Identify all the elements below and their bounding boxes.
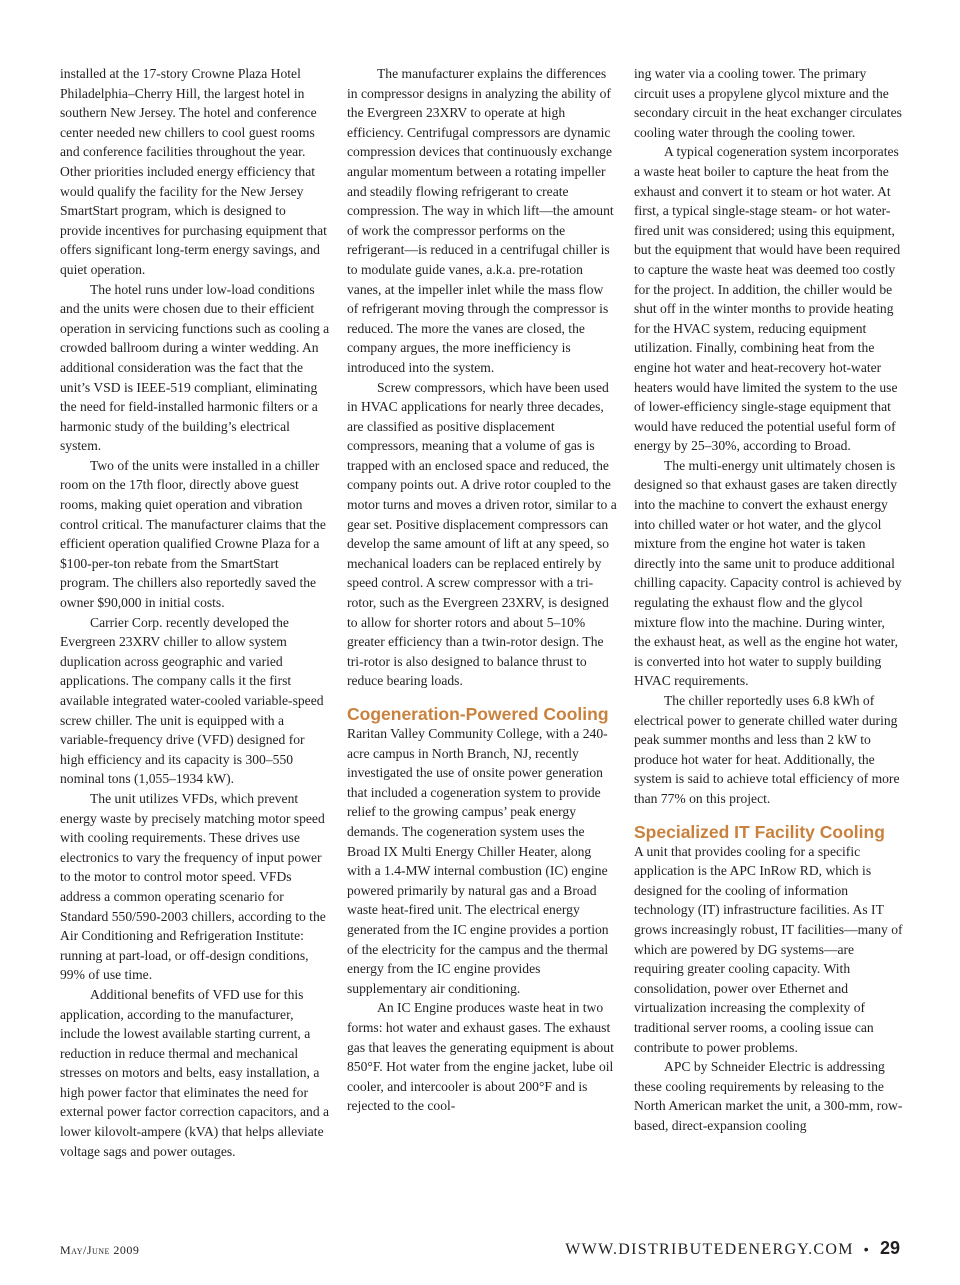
body-paragraph: The multi-energy unit ultimately chosen is designed so that exhaust gases are taken directly into the machine to convert the exhaust energy into chilled water or hot water, and the glycol mixture from the engine hot water is taken directly into the same unit to produce additional chilling capacity. Capacity control is achieved by regulating the exhaust flow and the glycol mixture flow into the machine. During winter, the exhaust heat, as well as the engine hot water, is converted into hot water to supply building HVAC requirements. (634, 457, 902, 689)
page-number: 29 (879, 1238, 900, 1258)
body-paragraph: The manufacturer explains the differences in compressor designs in analyzing the ability of the Evergreen 23XRV to operate at high efficiency. Centrifugal compressors are dynamic compression devices that continuously exchange angular momentum between a rotating impeller and steadily flowing refrigerant to create compression. The way in which lift—the amount of work the compressor performs on the refrigerant—is reduced in a centrifugal chiller is to modulate guide vanes, a.k.a. pre-rotation vanes, at the impeller inlet while the mass flow of refrigerant moving through the compressor is reduced. The more the vanes are closed, the company argues, the more inefficiency is introduced into the system. (347, 66, 614, 375)
footer-website: WWW.DISTRIBUTEDENERGY.COM (565, 1241, 854, 1258)
footer (565, 1238, 900, 1259)
column-1 (60, 64, 330, 1161)
footer-bullet: • (863, 1241, 870, 1257)
body-paragraph: Screw compressors, which have been used in HVAC applications for nearly three decades, are classified as positive displacement compressors, meaning that a volume of gas is trapped with an enclosed space and reduced, the company points out. A drive rotor coupled to the motor turns and moves a driven rotor, similar to a gear set. Positive displacement compressors can develop the same amount of lift at any speed, so mechanical loaders can be replaced entirely by speed control. A screw compressor with a tri-rotor, such as the Evergreen 23XRV, is designed to allow for shorter rotors and about 5–10% greater efficiency than a twin-rotor design. The tri-rotor is also designed to balance thrust to reduce bearing loads. (347, 379, 617, 689)
body-paragraph: A unit that provides cooling for a specific application is the APC InRow RD, which is designed for the cooling of information technology (IT) infrastructure facilities. As IT grows increasingly robust, IT facilities—many of which are powered by DG systems—are requiring greater cooling capacity. With consolidation, power over Ethernet and virtualization increasing the complexity of traditional server rooms, a cooling issue can contribute to power problems. (634, 843, 903, 1055)
section-heading-it-cooling: Specialized IT Facility Cooling (634, 821, 885, 842)
body-paragraph: Carrier Corp. recently developed the Evergreen 23XRV chiller to allow system duplication across geographic and varied applications. The company calls it the first available integrated water-cooled variable-speed screw chiller. The unit is equipped with a variable-frequency drive (VFD) designed for high efficiency and its capacity is 300–550 nominal tons (1,055–1934 kW). (60, 614, 324, 787)
section-heading-cogeneration: Cogeneration-Powered Cooling (347, 704, 609, 724)
body-paragraph: The hotel runs under low-load conditions and the units were chosen due to their efficient operation in servicing functions such as cooling a crowded ballroom during a winter wedding. An additional consideration was the fact that the unit’s VSD is IEEE-519 compliant, eliminating the need for field-installed harmonic filters or a harmonic study of the building’s electrical system. (60, 281, 330, 454)
column-2 (347, 64, 618, 1116)
body-paragraph: The chiller reportedly uses 6.8 kWh of electrical power to generate chilled water during peak summer months and less than 2 kW to produce hot water for heat. Additionally, the system is said to achieve total efficiency of more than 77% on this project. (634, 693, 900, 806)
body-paragraph: ing water via a cooling tower. The primary circuit uses a propylene glycol mixture and the secondary circuit in the heat exchanger circulates cooling water through the cooling tower. (634, 66, 902, 140)
body-paragraph: APC by Schneider Electric is addressing these cooling requirements by releasing to the North American market the unit, a 300-mm, row-based, direct-expansion cooling (634, 1059, 903, 1133)
footer-issue-date: May/June 2009 (60, 1243, 140, 1257)
body-paragraph: The unit utilizes VFDs, which prevent energy waste by precisely matching motor speed with cooling requirements. These drives use electronics to vary the frequency of input power to the motor to control motor speed. VFDs address a common operating scenario for Standard 550/590-2003 chillers, according to the Air Conditioning and Refrigeration Institute: running at part-load, or off-design conditions, 99% of use time. (60, 790, 326, 983)
body-paragraph: An IC Engine produces waste heat in two forms: hot water and exhaust gases. The exhaust gas that leaves the generating equipment is about 850°F. Hot water from the engine jacket, lube oil cooler, and intercooler is about 200°F and is rejected to the cool- (347, 1000, 614, 1114)
column-3 (634, 64, 904, 1135)
body-paragraph: A typical cogeneration system incorporates a waste heat boiler to capture the heat from the exhaust and convert it to steam or hot water. At first, a typical single-stage steam- or hot water-fired unit was considered; using this equipment, but the equipment that would have been required to capture the waste heat was deemed too costly for the project. In addition, the chiller would be shut off in the winter months to provide heating for the HVAC system, reducing equipment utilization. Finally, combining heat from the engine hot water and heat-recovery hot-water heaters would have limited the system to the use of lower-efficiency single-stage equipment that would have reduced the potential useful form of energy by 25–30%, according to Broad. (634, 144, 901, 454)
body-paragraph: Raritan Valley Community College, with a 240-acre campus in North Branch, NJ, recently investigated the use of onsite power generation that included a cogeneration system to provide relief to the growing campus’ peak energy demands. The cogeneration system uses the Broad IX Multi Energy Chiller Heater, along with a 1.4-MW internal combustion (IC) engine powered primarily by natural gas and a Broad waste heat-fired unit. The electrical energy generated from the IC engine provides a portion of the electricity for the campus and the thermal energy from the IC engine provides supplementary air conditioning. (347, 726, 609, 996)
body-paragraph: installed at the 17-story Crowne Plaza Hotel Philadelphia–Cherry Hill, the largest hotel in southern New Jersey. The hotel and conference center needed new chillers to cool guest rooms and conference facilities throughout the year. Other priorities included energy efficiency that would qualify the facility for the New Jersey SmartStart program, which is designed to provide incentives for purchasing equipment that offers significant long-term energy savings, and quiet operation. (60, 66, 327, 277)
body-paragraph: Additional benefits of VFD use for this application, according to the manufacturer, include the lowest available starting current, a reduction in reduce thermal and mechanical stresses on motors and belts, easy installation, a high power factor that eliminates the need for external power factor correction capacitors, and a lower kilovolt-ampere (kVA) that helps alleviate voltage sags and power outages. (60, 986, 330, 1159)
body-paragraph: Two of the units were installed in a chiller room on the 17th floor, directly above guest rooms, making quiet operation and vibration control critical. The manufacturer claims that the efficient operation qualified Crowne Plaza for a $100-per-ton rebate from the SmartStart program. The chillers also reportedly saved the owner $90,000 in initial costs. (60, 457, 326, 611)
